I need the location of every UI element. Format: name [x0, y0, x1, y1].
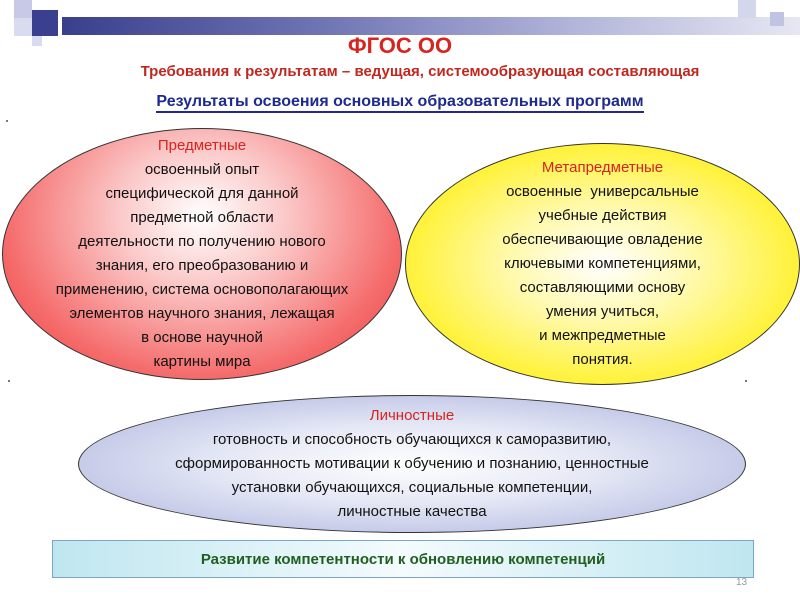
footer-banner — [52, 540, 754, 578]
page-number: 13 — [736, 577, 748, 588]
subject-line: знания, его преобразованию и — [95, 257, 309, 274]
meta-line: составляющими основу — [519, 279, 686, 296]
meta-line: и межпредметные — [539, 327, 666, 344]
subject-results-ellipse — [2, 128, 402, 380]
meta-heading: Метапредметные — [541, 159, 664, 176]
slide-subtitle: Требования к результатам – ведущая, системообразующая составляющая — [140, 63, 700, 80]
personal-line: установки обучающихся, социальные компетенции, — [231, 479, 593, 496]
subject-line: предметной области — [130, 209, 274, 226]
section-heading — [0, 93, 800, 111]
subject-line: специфической для данной — [105, 185, 299, 202]
personal-results-ellipse — [78, 395, 746, 533]
subject-line: освоенный опыт — [144, 161, 260, 178]
deco-dot — [6, 120, 8, 122]
subject-line: элементов научного знания, лежащая — [69, 305, 335, 322]
personal-heading: Личностные — [369, 407, 455, 424]
deco-square — [14, 0, 32, 18]
meta-line: учебные действия — [538, 207, 667, 224]
footer-text: Развитие компетентности к обновлению компетенций — [200, 550, 606, 568]
deco-square — [738, 0, 756, 18]
meta-line: ключевыми компетенциями, — [504, 255, 701, 272]
subject-line: применению, система основополагающих — [55, 281, 349, 298]
personal-line: личностные качества — [337, 503, 487, 520]
meta-line: обеспечивающие овладение — [502, 231, 703, 248]
subject-heading: Предметные — [157, 137, 247, 154]
subject-line: картины мира — [153, 353, 251, 370]
section-heading-text: Результаты освоения основных образовательных программ — [156, 93, 643, 113]
meta-line: освоенные универсальные — [506, 183, 699, 200]
personal-line: готовность и способность обучающихся к саморазвитию, — [212, 431, 612, 448]
deco-dot — [745, 380, 747, 382]
meta-line: умения учиться, — [545, 303, 660, 320]
meta-line: понятия. — [572, 351, 633, 368]
deco-dot — [8, 380, 10, 382]
personal-line: сформированность мотивации к обучению и познанию, ценностные — [175, 455, 649, 472]
meta-results-ellipse — [405, 143, 800, 385]
subject-line: деятельности по получению нового — [78, 233, 326, 250]
subject-line: в основе научной — [141, 329, 263, 346]
slide-title: ФГОС ОО — [347, 33, 453, 58]
deco-square — [770, 12, 784, 26]
